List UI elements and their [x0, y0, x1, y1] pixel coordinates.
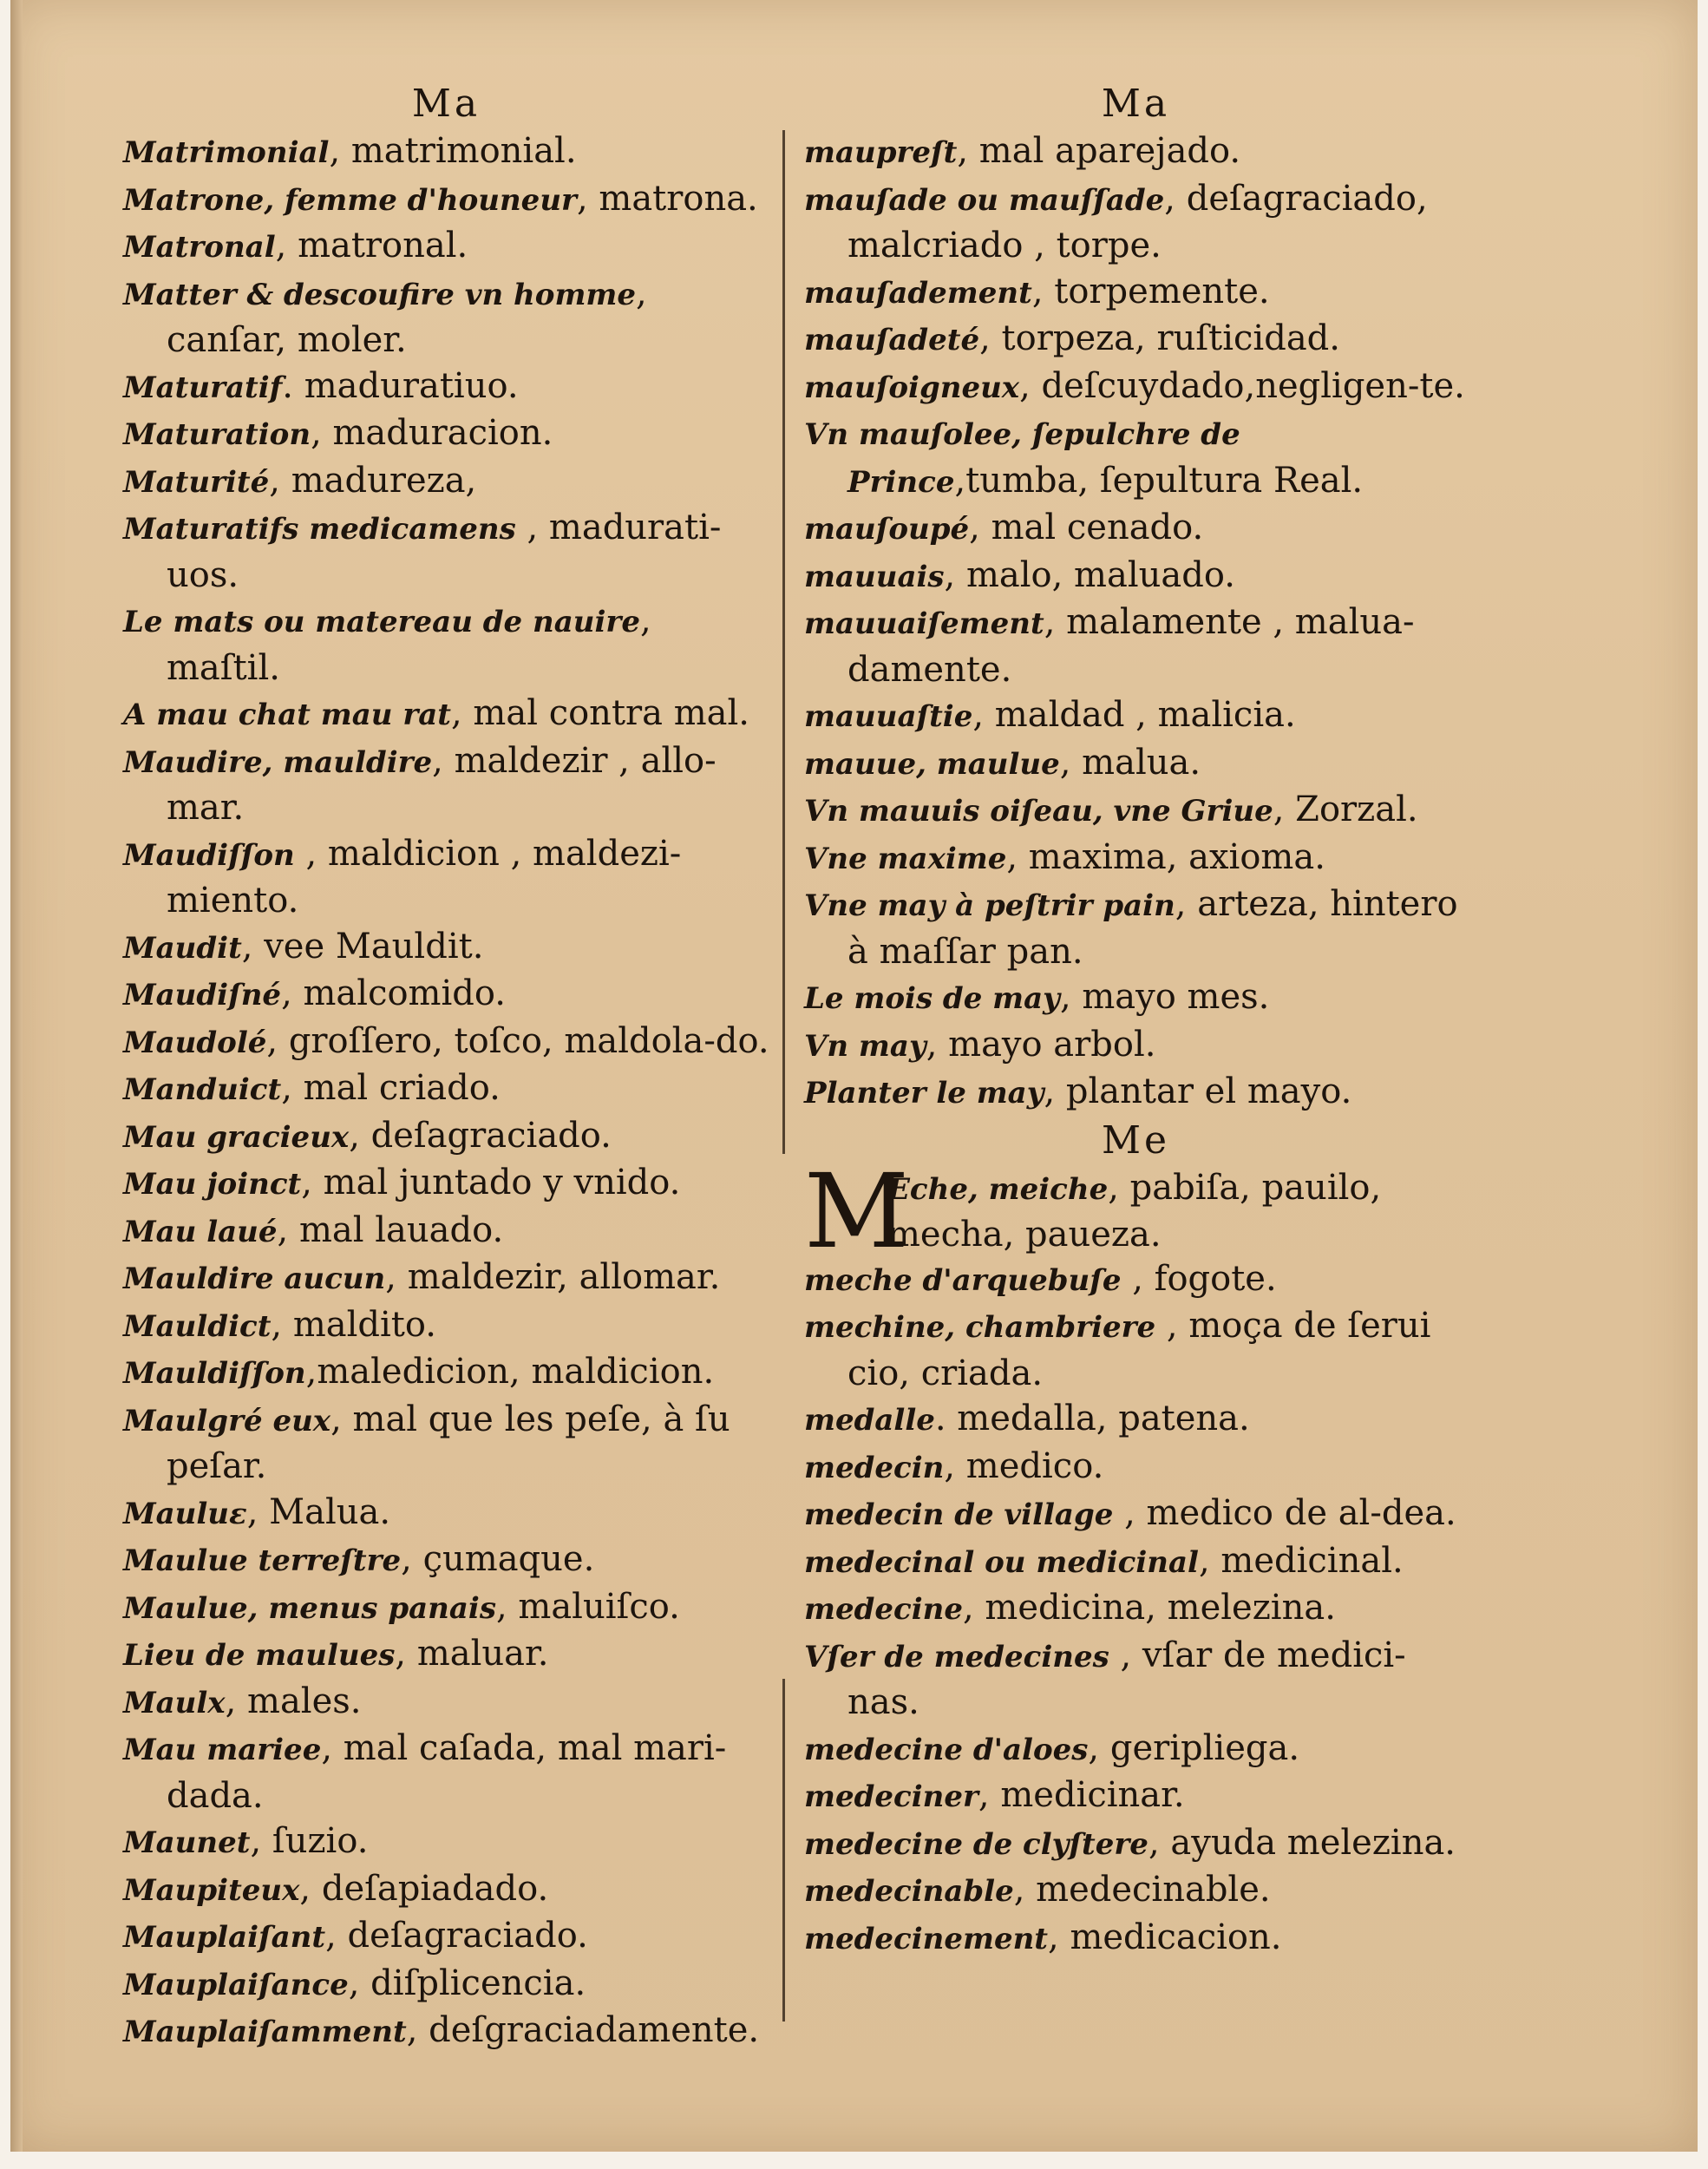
dictionary-entry: [804, 553, 1468, 600]
headword: medecin de village: [804, 1497, 1114, 1532]
dictionary-entry: [123, 1866, 769, 1914]
dictionary-entry: [123, 738, 769, 831]
headword: medecine d'aloes: [804, 1732, 1089, 1767]
translation: , çumaque.: [401, 1539, 595, 1579]
dictionary-entry: [123, 1208, 769, 1255]
dictionary-entry: [123, 223, 769, 271]
translation: , fogote.: [1121, 1258, 1277, 1299]
right-entries: [804, 128, 1468, 1117]
translation: , matrimonial.: [329, 131, 577, 171]
dropcap-entry: [804, 1150, 1468, 1271]
translation: , deſagraciado.: [325, 1916, 588, 1956]
dictionary-entry: [123, 831, 769, 924]
book-page: [10, 0, 1698, 2152]
headword: medecin: [804, 1450, 945, 1485]
translation: . medalla, patena.: [934, 1399, 1250, 1438]
translation: , medecinable.: [1013, 1870, 1271, 1910]
translation: , canſar, moler.: [167, 272, 647, 360]
translation: , maluar.: [395, 1634, 549, 1674]
headword: Matrone, femme d'houneur: [123, 182, 577, 218]
translation: , ſuzio.: [250, 1821, 369, 1861]
dictionary-entry: [804, 600, 1468, 692]
dropcap-letter: M: [804, 1150, 909, 1271]
headword: medecinable: [804, 1874, 1014, 1909]
headword: A mau chat mau rat: [123, 698, 451, 732]
translation: , vee Mauldit.: [241, 926, 484, 967]
dictionary-entry: [123, 128, 769, 176]
translation: , mayo arbol.: [926, 1024, 1156, 1065]
headword: mauſoupé: [804, 512, 970, 547]
dictionary-entry: [123, 1961, 769, 2008]
dictionary-entry: [804, 176, 1468, 269]
headword: Mauldict: [123, 1308, 272, 1344]
translation: , arteza, hintero à maſſar pan.: [847, 884, 1458, 972]
dictionary-entry: [804, 316, 1468, 364]
translation: , mal criado.: [281, 1068, 501, 1108]
headword: mauuaſtie: [804, 699, 973, 734]
dictionary-entry: [804, 1396, 1468, 1444]
headword: mauuaiſement: [804, 606, 1044, 641]
headword: maupreſt: [804, 135, 958, 170]
headword: Maulx: [123, 1685, 226, 1720]
translation: , maluiſco.: [495, 1586, 680, 1627]
dictionary-entry: [123, 271, 769, 364]
headword: meche d'arquebuſe: [804, 1262, 1122, 1298]
dictionary-entry: [123, 1397, 769, 1490]
translation: , malamente , malua-damente.: [847, 602, 1415, 690]
dictionary-entry: [804, 1069, 1468, 1117]
dictionary-entry: [123, 1065, 769, 1113]
dictionary-entry: [804, 1773, 1468, 1820]
dictionary-entry: [123, 1019, 769, 1066]
headword: Le mois de may: [804, 981, 1060, 1016]
dictionary-entry: [123, 1818, 769, 1866]
dictionary-entry: [804, 128, 1468, 176]
dictionary-entry: [123, 1537, 769, 1584]
dictionary-entry: [123, 505, 769, 598]
translation: , mal que les peſe, à ſu peſar.: [167, 1399, 730, 1486]
translation: , deſagraciado.: [349, 1115, 612, 1156]
translation: , malcomido.: [281, 973, 506, 1013]
headword: medecinement: [804, 1921, 1049, 1956]
translation: , maldicion , maldezi-miento.: [167, 833, 682, 921]
left-running-header: Ma: [411, 82, 481, 126]
dictionary-entry: [123, 176, 769, 224]
dictionary-entry: [123, 1113, 769, 1161]
dictionary-entry: [804, 1585, 1468, 1633]
dictionary-entry: [804, 364, 1468, 411]
translation: . maduratiuo.: [282, 365, 519, 406]
dictionary-entry: [804, 692, 1468, 740]
translation: , medicinal.: [1198, 1540, 1404, 1581]
headword: medecinal ou medicinal: [804, 1544, 1199, 1580]
dictionary-entry: [804, 505, 1468, 553]
translation: , maldezir , allo-mar.: [167, 740, 717, 828]
dictionary-entry: [804, 835, 1468, 882]
translation: , geripliega.: [1088, 1727, 1300, 1768]
headword: medecine de clyſtere: [804, 1826, 1148, 1862]
headword: mauſoigneux: [804, 370, 1020, 405]
right-entries-me: [804, 1256, 1468, 1963]
dictionary-entry: [123, 1631, 769, 1679]
translation: , males.: [225, 1681, 362, 1721]
translation: , ayuda melezina.: [1148, 1822, 1456, 1863]
dictionary-entry: [123, 410, 769, 458]
dictionary-entry: [123, 1255, 769, 1302]
dictionary-entry: [123, 1726, 769, 1818]
translation: , diſplicencia.: [348, 1963, 586, 2003]
dictionary-entry: [804, 1726, 1468, 1773]
translation: , torpeza, ruſticidad.: [979, 318, 1340, 358]
left-entries: [123, 128, 769, 2055]
dictionary-entry: [123, 1490, 769, 1537]
translation: , mal caſada, mal mari-dada.: [167, 1728, 727, 1816]
translation: , maſtil.: [167, 600, 651, 688]
dictionary-entry: [804, 1820, 1468, 1868]
dictionary-entry: [804, 269, 1468, 317]
headword: Maturatif: [123, 370, 283, 405]
headword: Manduict: [123, 1072, 282, 1107]
dictionary-entry: [804, 1491, 1468, 1538]
translation: , torpemente.: [1031, 271, 1270, 311]
translation: , pabiſa, pauilo, mecha, paueza.: [887, 1167, 1382, 1255]
translation: , malo, maluado.: [944, 554, 1235, 595]
headword: Vne may à peſtrir pain: [804, 888, 1175, 923]
translation: , plantar el mayo.: [1044, 1071, 1352, 1111]
column-rule-top: [782, 130, 785, 1154]
headword: Maturatifs medicamens: [123, 512, 516, 547]
headword: Le mats ou matereau de nauire: [123, 605, 640, 639]
translation: ,tumba, ſepultura Real.: [954, 460, 1364, 501]
column-rule-bottom: [782, 1679, 785, 2022]
translation: , mal juntado y vnido.: [301, 1163, 681, 1202]
translation: , madurati-uos.: [167, 508, 722, 595]
headword: Maunet: [123, 1825, 251, 1860]
translation: , madureza,: [269, 460, 477, 501]
dictionary-entry: [804, 1915, 1468, 1963]
translation: , matrona.: [576, 178, 758, 219]
headword: Planter le may: [804, 1076, 1044, 1111]
translation: , moça de ſerui cio, criada.: [847, 1306, 1431, 1393]
page-edge: [10, 0, 23, 2152]
headword: mauſade ou mauſſade: [804, 182, 1165, 218]
headword: Maupiteux: [123, 1872, 300, 1908]
translation: , maxima, axioma.: [1006, 836, 1325, 877]
translation: , medicina, melezina.: [962, 1588, 1336, 1628]
translation: , Zorzal.: [1273, 790, 1418, 829]
headword: Mauluε: [123, 1496, 247, 1531]
headword: Matrimonial: [123, 135, 330, 170]
right-running-header: Ma: [1101, 82, 1171, 126]
translation: , matronal.: [275, 226, 468, 265]
translation: , medicacion.: [1048, 1917, 1282, 1957]
headword: mauuais: [804, 559, 945, 594]
translation: , Malua.: [246, 1491, 391, 1532]
dictionary-entry: [804, 974, 1468, 1022]
headword: Maudiſné: [123, 978, 282, 1012]
dictionary-entry: [123, 364, 769, 411]
headword: Vn mauuis oiſeau, vne Griue: [804, 794, 1273, 829]
dictionary-entry: [123, 458, 769, 506]
headword: Maturation: [123, 417, 311, 452]
translation: , maldito.: [271, 1304, 436, 1345]
headword: Matronal: [123, 230, 276, 265]
headword: Mauldire aucun: [123, 1261, 386, 1296]
dictionary-entry: [123, 1679, 769, 1727]
headword: Mauldiſſon: [123, 1356, 306, 1391]
translation: , groſſero, toſco, maldola-do.: [266, 1020, 769, 1061]
headword: medecine: [804, 1592, 963, 1627]
headword: medeciner: [804, 1779, 978, 1814]
headword: Maudit: [123, 930, 242, 966]
dictionary-entry: [804, 410, 1468, 505]
headword: medalle: [804, 1403, 935, 1438]
dictionary-entry: [123, 2008, 769, 2055]
translation: , medico.: [944, 1445, 1104, 1486]
headword: mauſadeté: [804, 323, 980, 357]
section-header-me: Me: [1101, 1117, 1171, 1163]
headword: Maulgré eux: [123, 1403, 331, 1438]
headword: Eche, meiche: [887, 1171, 1109, 1207]
headword: Maturité: [123, 464, 270, 500]
translation: ,maledicion, maldicion.: [305, 1352, 715, 1392]
left-column: [123, 80, 769, 2055]
headword: Maudire, mauldire: [123, 744, 433, 780]
dictionary-entry: [804, 740, 1468, 788]
translation: , deſagraciado, malcriado , torpe.: [847, 178, 1428, 265]
translation: , deſapiadado.: [299, 1868, 549, 1909]
translation: , mal lauado.: [277, 1209, 504, 1250]
translation: , maduracion.: [311, 413, 553, 453]
dictionary-entry: [123, 1913, 769, 1961]
headword: Vſer de medecines: [804, 1639, 1109, 1674]
dictionary-entry: [123, 1302, 769, 1350]
headword: Mau joinct: [123, 1167, 302, 1202]
translation: , medico de al-dea.: [1113, 1493, 1456, 1533]
dictionary-entry: [804, 1538, 1468, 1586]
dictionary-entry: [123, 598, 769, 691]
dictionary-entry: [123, 1160, 769, 1208]
translation: , maldezir, allomar.: [385, 1257, 721, 1297]
headword: Maudiſſon: [123, 837, 295, 873]
headword: Vn mauſolee, ſepulchre de Prince: [804, 417, 1240, 500]
translation: , mayo mes.: [1059, 977, 1270, 1017]
dropcap-text: [887, 1165, 1460, 1258]
headword: Mauplaiſamment: [123, 2015, 407, 2049]
dictionary-entry: [123, 924, 769, 972]
headword: Maudolé: [123, 1025, 267, 1060]
dictionary-entry: [123, 971, 769, 1019]
dictionary-entry: [804, 881, 1468, 974]
translation: , medicinar.: [978, 1775, 1185, 1815]
headword: Mau gracieux: [123, 1119, 350, 1155]
translation: , mal cenado.: [969, 508, 1204, 547]
headword: Mau mariee: [123, 1733, 322, 1767]
dictionary-entry: [123, 1584, 769, 1632]
translation: , malua.: [1059, 742, 1201, 783]
translation: , mal aparejado.: [957, 131, 1241, 171]
headword: Vne maxime: [804, 841, 1007, 876]
headword: Vn may: [804, 1028, 926, 1064]
headword: Mau laué: [123, 1214, 278, 1249]
dictionary-entry: [804, 1022, 1468, 1070]
headword: mauue, maulue: [804, 746, 1060, 782]
translation: , mal contra mal.: [450, 693, 749, 733]
headword: Lieu de maulues: [123, 1638, 396, 1673]
translation: , deſgraciadamente.: [406, 2010, 760, 2050]
right-column: [804, 80, 1468, 1962]
headword: mechine, chambriere: [804, 1310, 1156, 1345]
dictionary-entry: [123, 1349, 769, 1397]
headword: Maulue terreſtre: [123, 1543, 402, 1578]
dictionary-entry: [123, 691, 769, 738]
headword: Mauplaiſant: [123, 1920, 326, 1955]
dictionary-entry: [804, 787, 1468, 835]
headword: Matter & descoufire vn homme: [123, 277, 637, 312]
headword: Mauplaiſance: [123, 1967, 349, 2002]
dictionary-entry: [804, 1867, 1468, 1915]
translation: , maldad , malicia.: [972, 695, 1296, 735]
dictionary-entry: [804, 1633, 1468, 1726]
headword: Maulue, menus panais: [123, 1590, 496, 1626]
dictionary-entry: [804, 1303, 1468, 1396]
translation: , deſcuydado,negligen-te.: [1019, 365, 1465, 406]
translation: , vſar de medici-nas.: [847, 1635, 1406, 1722]
dictionary-entry: [804, 1444, 1468, 1491]
headword: mauſadement: [804, 275, 1032, 311]
